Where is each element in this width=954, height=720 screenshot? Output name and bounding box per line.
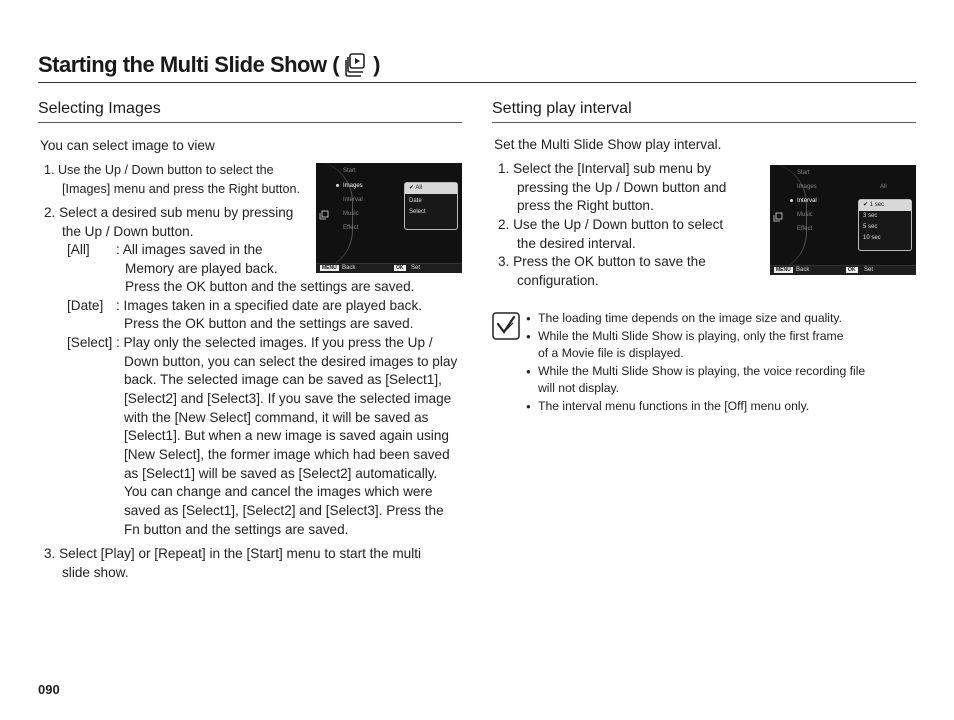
select-desc-1: : Play only the selected images. If you press the Up /: [116, 335, 433, 350]
menu-item-start: Start: [343, 168, 356, 174]
screen-button-bar: [770, 265, 916, 275]
note-item: ● The loading time depends on the image size and quality.: [526, 310, 865, 328]
left-step2-line2: the Up / Down button.: [62, 224, 194, 239]
select-desc-5: with the [New Select] command, it will be saved as: [124, 410, 429, 425]
all-desc-1: : All images saved in the: [116, 242, 263, 257]
select-desc-2: Down button, you can select the desired images to play: [124, 354, 458, 369]
popup-option-1sec: ✔ 1 sec: [859, 200, 911, 211]
menu-item-music: Music: [343, 211, 359, 217]
menu-selected-dot: [336, 184, 339, 187]
select-desc-9: You can change and cancel the images which were: [124, 484, 433, 499]
popup-option-5sec: 5 sec: [863, 224, 878, 230]
back-label: Back: [796, 267, 810, 273]
left-step2-line1: 2. Select a desired sub menu by pressing: [44, 205, 294, 220]
back-label: Back: [342, 265, 356, 271]
menu-selected-dot: [790, 199, 793, 202]
date-desc-2: Press the OK button and the settings are saved.: [124, 316, 414, 331]
images-value: All: [880, 184, 887, 190]
section-heading-play-interval: Setting play interval: [492, 100, 632, 117]
popup-option-date: Date: [409, 198, 422, 204]
title-rule: [38, 82, 916, 83]
popup-option-10sec: 10 sec: [863, 235, 881, 241]
page-title-text: Starting the Multi Slide Show (: [38, 52, 340, 77]
menu-item-images: Images: [797, 184, 817, 190]
menu-item-images: Images: [343, 183, 363, 189]
select-desc-3: back. The selected image can be saved as [Select1],: [124, 372, 442, 387]
slideshow-icon: [343, 52, 369, 78]
menu-key: MENU: [776, 267, 791, 273]
menu-item-music: Music: [797, 212, 813, 218]
note-item: ● While the Multi Slide Show is playing, the voice recording file: [526, 363, 865, 381]
term-date: [Date]: [67, 298, 104, 313]
page-number: 090: [38, 682, 60, 697]
select-desc-4: [Select2] and [Select3]. If you save the selected image: [124, 391, 452, 406]
menu-item-interval: Interval: [343, 197, 363, 203]
menu-item-effect: Effect: [797, 226, 813, 232]
section-heading-selecting-images: Selecting Images: [38, 100, 161, 117]
select-desc-10: saved as [Select1], [Select2] and [Select3]. Press the: [124, 503, 444, 518]
select-desc-8: as [Select1] will be saved as [Select2] automatically.: [124, 466, 438, 481]
select-desc-11: Fn button and the settings are saved.: [124, 522, 349, 537]
right-step-2b: the desired interval.: [517, 236, 636, 251]
select-desc-6: [Select1]. But when a new image is saved again using: [124, 428, 449, 443]
camera-screen-images-menu: [316, 163, 462, 273]
set-label: Set: [864, 267, 874, 273]
slideshow-icon: [319, 210, 329, 220]
select-desc-7: [New Select], the former image which had been saved: [124, 447, 450, 462]
right-step-3: 3. Press the OK button to save the: [498, 254, 706, 269]
right-step-3b: configuration.: [517, 273, 599, 288]
note-item: ● While the Multi Slide Show is playing, only the first frame: [526, 328, 865, 346]
left-step1-line2: [Images] menu and press the Right button.: [62, 182, 301, 196]
ok-key: OK: [848, 267, 856, 273]
right-step-1c: press the Right button.: [517, 198, 654, 213]
screen-button-bar: [316, 263, 462, 273]
popup-option-select: Select: [409, 209, 426, 215]
ok-key: OK: [396, 265, 404, 271]
set-label: Set: [411, 265, 421, 271]
menu-key: MENU: [322, 265, 337, 271]
left-intro: You can select image to view: [40, 138, 215, 153]
camera-screen-interval-menu: [770, 165, 916, 275]
date-desc-1: : Images taken in a specified date are played back.: [116, 298, 423, 313]
menu-item-start: Start: [797, 170, 810, 176]
right-step-1: 1. Select the [Interval] sub menu by: [498, 161, 712, 176]
menu-item-interval: Interval: [797, 198, 817, 204]
right-step-1b: pressing the Up / Down button and: [517, 180, 727, 195]
section-rule-left: [38, 122, 462, 123]
section-rule-right: [492, 122, 916, 123]
page-title-close: ): [373, 52, 380, 77]
term-all: [All]: [67, 242, 90, 257]
popup-option-3sec: 3 sec: [863, 213, 878, 219]
term-select: [Select]: [67, 335, 113, 350]
all-desc-3: Press the OK button and the settings are saved.: [125, 279, 415, 294]
images-popup: [404, 182, 458, 230]
right-intro: Set the Multi Slide Show play interval.: [494, 137, 722, 152]
interval-popup: [858, 199, 912, 251]
note-pencil-icon: [492, 312, 520, 340]
right-step-2: 2. Use the Up / Down button to select: [498, 217, 724, 232]
left-step3-line2: slide show.: [62, 565, 129, 580]
note-item: ● The interval menu functions in the [Off] menu only.: [526, 398, 865, 416]
left-step3-line1: 3. Select [Play] or [Repeat] in the [Start] menu to start the multi: [44, 546, 422, 561]
left-step1-line1: 1. Use the Up / Down button to select the: [44, 163, 274, 177]
slideshow-icon: [773, 212, 783, 222]
notes-list: [526, 310, 865, 416]
page-title: [38, 52, 380, 78]
note-item-continued: of a Movie file is displayed.: [538, 346, 684, 361]
popup-option-all: ✔ All: [405, 183, 457, 194]
menu-item-effect: Effect: [343, 225, 359, 231]
all-desc-2: Memory are played back.: [125, 261, 278, 276]
note-item-continued: will not display.: [538, 381, 620, 396]
